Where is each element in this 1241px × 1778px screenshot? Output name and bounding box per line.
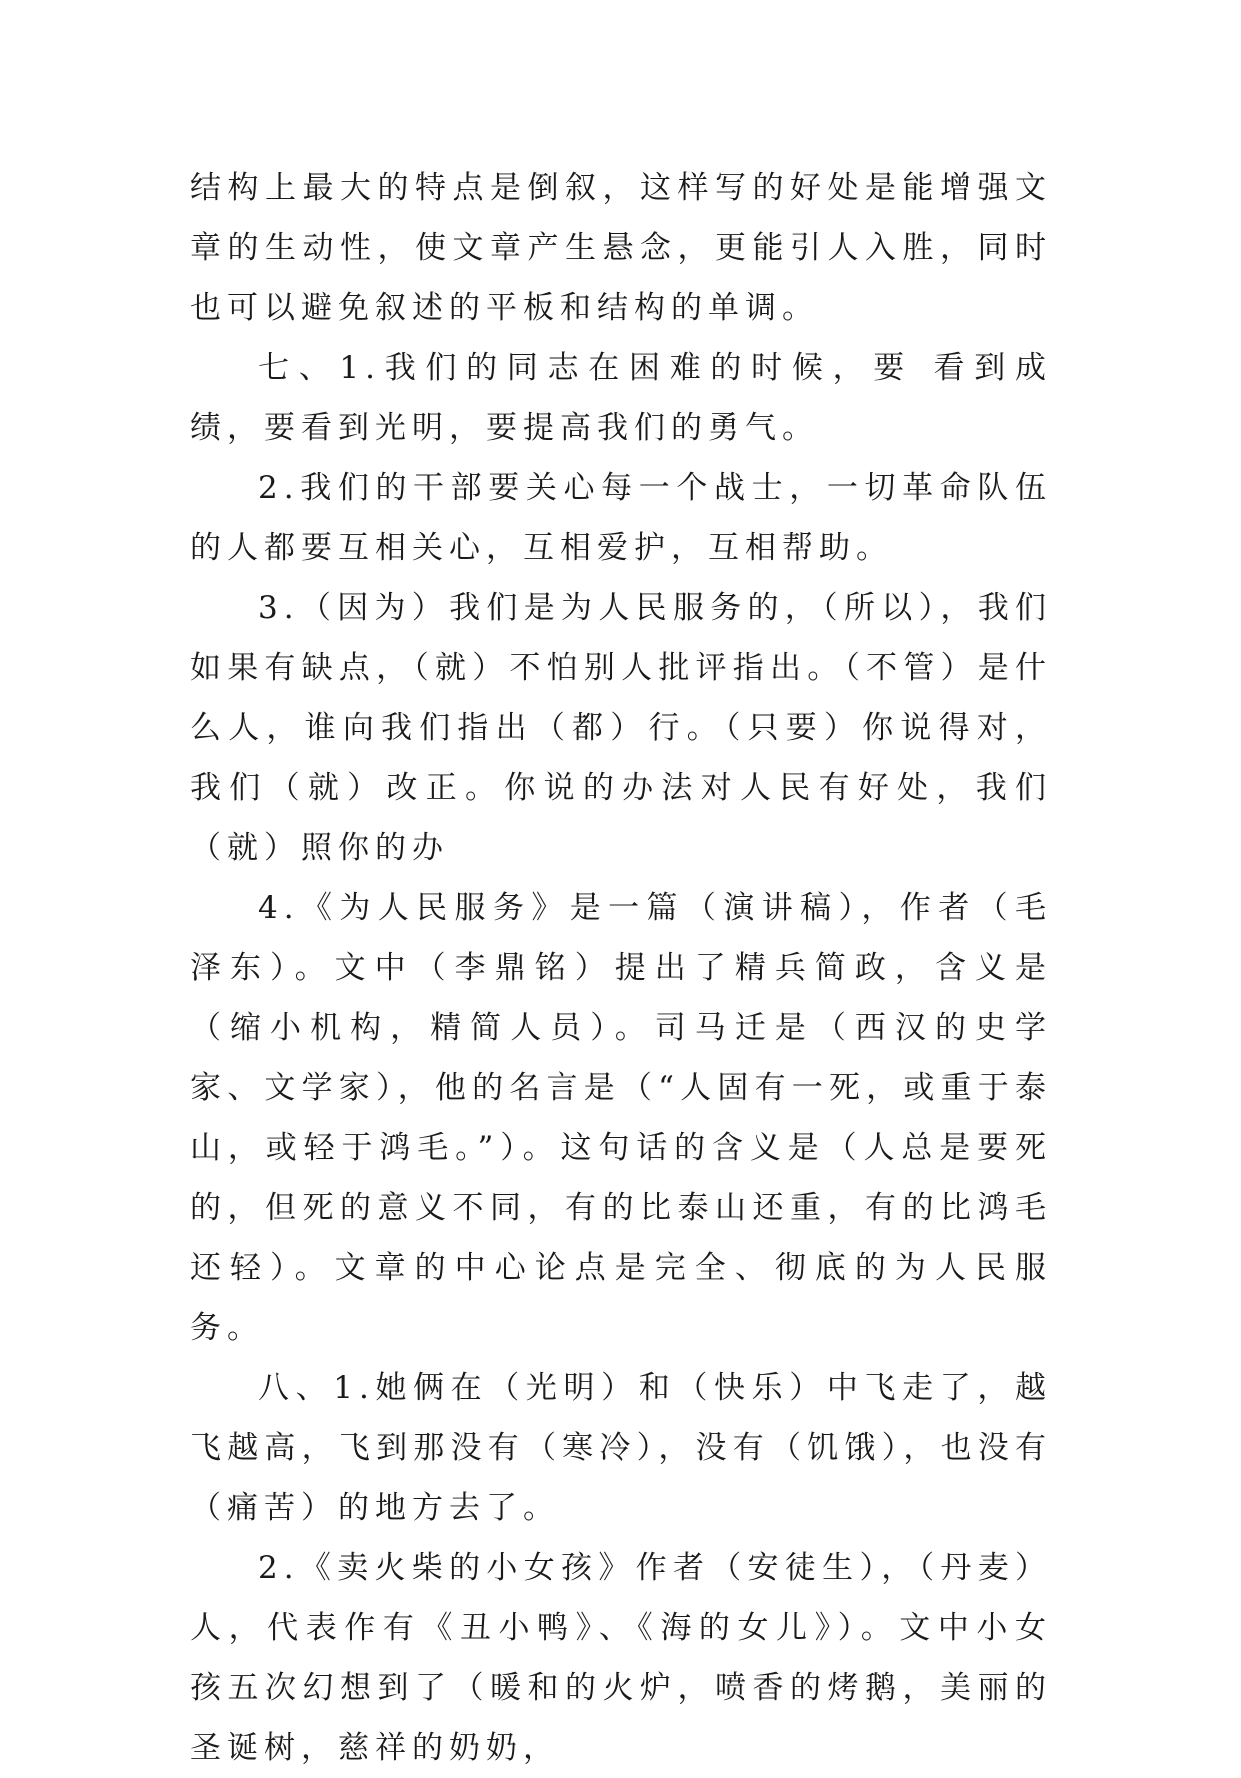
paragraph-4: 3.（因为）我们是为人民服务的，（所以），我们如果有缺点，（就）不怕别人批评指出。（不管）是什么人，谁向我们指出（都）行。（只要）你说得对，我们（就）改正。你说的办法对人民有好处，我们（就）照你的办 <box>190 590 1052 866</box>
document-body <box>190 158 1052 1778</box>
paragraph-6: 八、1.她俩在（光明）和（快乐）中飞走了，越飞越高，飞到那没有（寒冷），没有（饥饿），也没有（痛苦）的地方去了。 <box>190 1370 1052 1526</box>
paragraph-1: 结构上最大的特点是倒叙，这样写的好处是能增强文章的生动性，使文章产生悬念，更能引人入胜，同时也可以避免叙述的平板和结构的单调。 <box>190 170 1052 326</box>
paragraph-2: 七、1.我们的同志在困难的时候，要 看到成绩，要看到光明，要提高我们的勇气。 <box>190 350 1052 446</box>
paragraph-3: 2.我们的干部要关心每一个战士，一切革命队伍的人都要互相关心，互相爱护，互相帮助。 <box>190 470 1052 566</box>
paragraph-5: 4.《为人民服务》是一篇（演讲稿），作者（毛泽东）。文中（李鼎铭）提出了精兵简政，含义是（缩小机构，精简人员）。司马迁是（西汉的史学家、文学家），他的名言是（“人固有一死，或重于泰山，或轻于鸿毛。”）。这句话的含义是（人总是要死的，但死的意义不同，有的比泰山还重，有的比鸿毛还轻）。文章的中心论点是完全、彻底的为人民服务。 <box>190 890 1052 1346</box>
paragraph-7: 2.《卖火柴的小女孩》作者（安徒生），（丹麦）人，代表作有《丑小鸭》、《海的女儿》）。文中小女孩五次幻想到了（暖和的火炉，喷香的烤鹅，美丽的圣诞树，慈祥的奶奶， <box>190 1550 1052 1766</box>
